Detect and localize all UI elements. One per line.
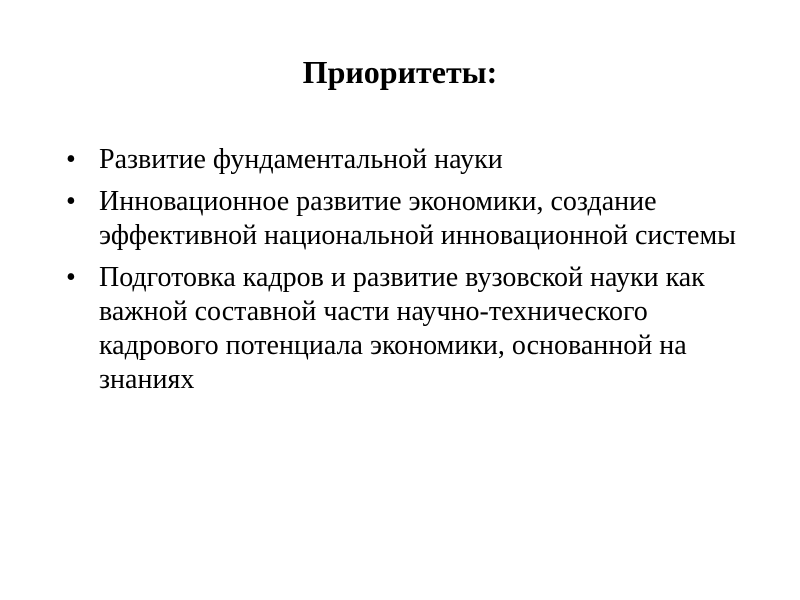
bullet-item-fundamental-science <box>66 143 756 177</box>
bullet-text: Развитие фундаментальной науки <box>99 144 503 175</box>
bullet-item-personnel-training <box>66 261 756 397</box>
slide-title: Приоритеты: <box>302 54 498 90</box>
bullet-list <box>66 143 756 405</box>
bullet-dot-icon: • <box>66 144 76 175</box>
bullet-text: Инновационное развитие экономики, создание эффективной национальной инновационной системы <box>99 186 736 251</box>
bullet-item-innovation <box>66 185 756 253</box>
bullet-dot-icon: • <box>66 262 76 293</box>
bullet-text: Подготовка кадров и развитие вузовской науки как важной составной части научно-технического кадрового потенциала экономики, основанной на знаниях <box>99 262 705 395</box>
bullet-dot-icon: • <box>66 186 76 217</box>
